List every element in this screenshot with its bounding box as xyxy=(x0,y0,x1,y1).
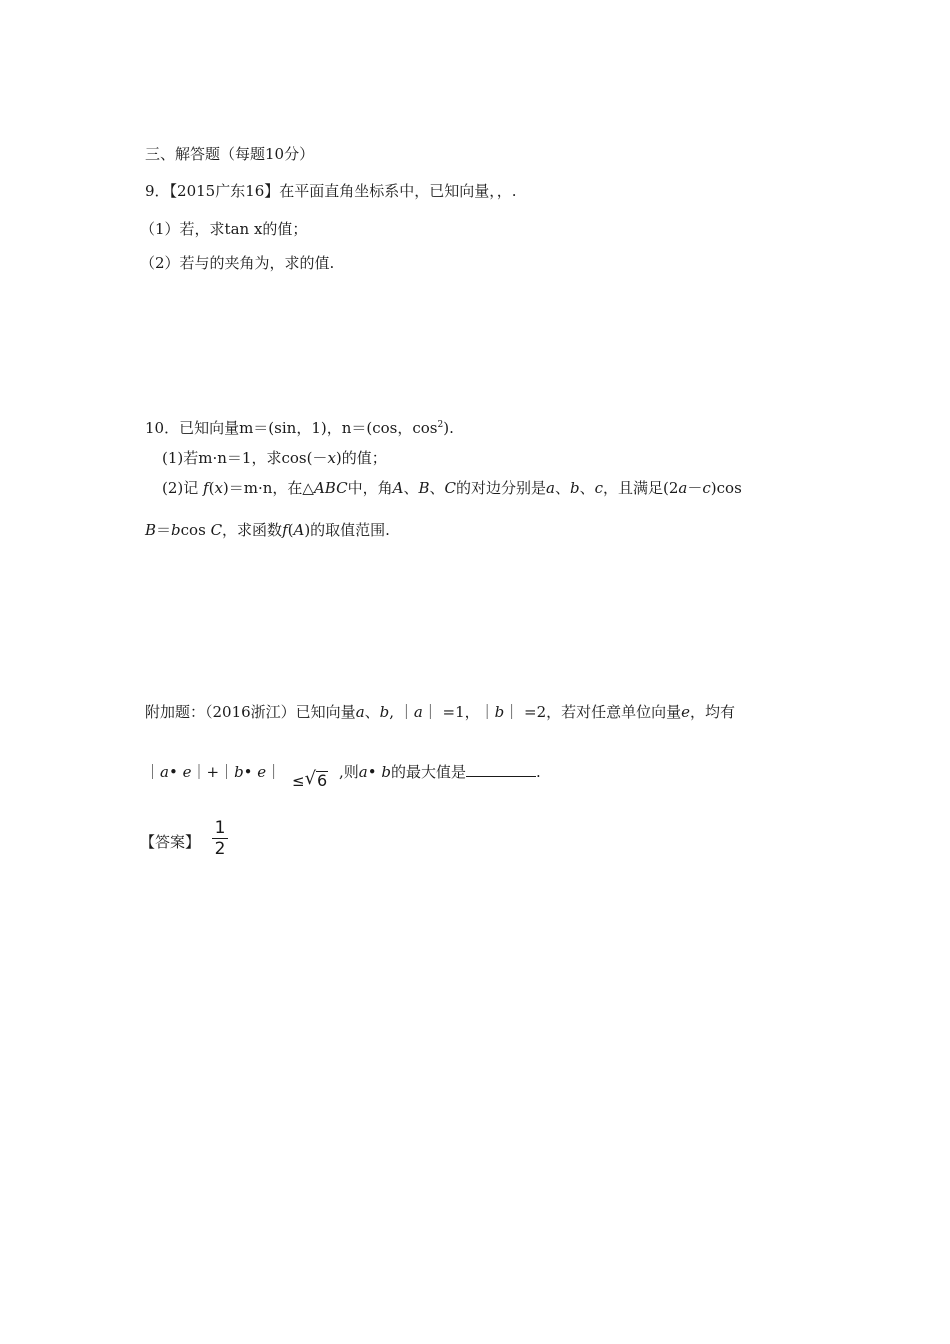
question-10-part-2-line-1: (2)记 f(x)＝m·n，在△ABC中，角A、B、C的对边分别是a、b、c，且满足(2a－c)cos xyxy=(162,479,742,497)
question-10-part-2-line-2: B＝bcos C，求函数f(A)的取值范围. xyxy=(145,521,390,539)
question-10-stem: 10．已知向量m＝(sin，1)，n＝(cos，$\cos^2$). xyxy=(145,419,454,437)
answer-fraction xyxy=(212,818,228,859)
sqrt-six: √ 6 xyxy=(304,768,328,790)
question-9-part-1: （1）若，求tan x的值； xyxy=(140,220,308,238)
answer-label: 【答案】 xyxy=(140,833,201,851)
section-title: 三、解答题（每题10分） xyxy=(145,145,315,163)
leq-symbol: ≤ xyxy=(291,772,305,790)
question-10-part-1: (1)若m·n＝1，求cos(－x)的值； xyxy=(162,449,387,467)
extra-question-line-1: 附加题：（2016浙江）已知向量a、b, ｜a｜ =1，｜b｜ =2，若对任意单位向量e，均有 xyxy=(145,703,736,721)
answer-blank xyxy=(466,762,536,777)
extra-question-line-2: ｜a• e｜+｜b• e｜ ≤ √ 6 ,则a• b的最大值是 . xyxy=(145,763,541,790)
question-9-part-2: （2）若与的夹角为，求的值. xyxy=(140,254,335,272)
answer-numerator: 1 xyxy=(214,818,226,838)
answer-denominator: 2 xyxy=(214,839,226,859)
question-9-stem: 9．【2015广东16】在平面直角坐标系中，已知向量，，. xyxy=(145,182,517,200)
